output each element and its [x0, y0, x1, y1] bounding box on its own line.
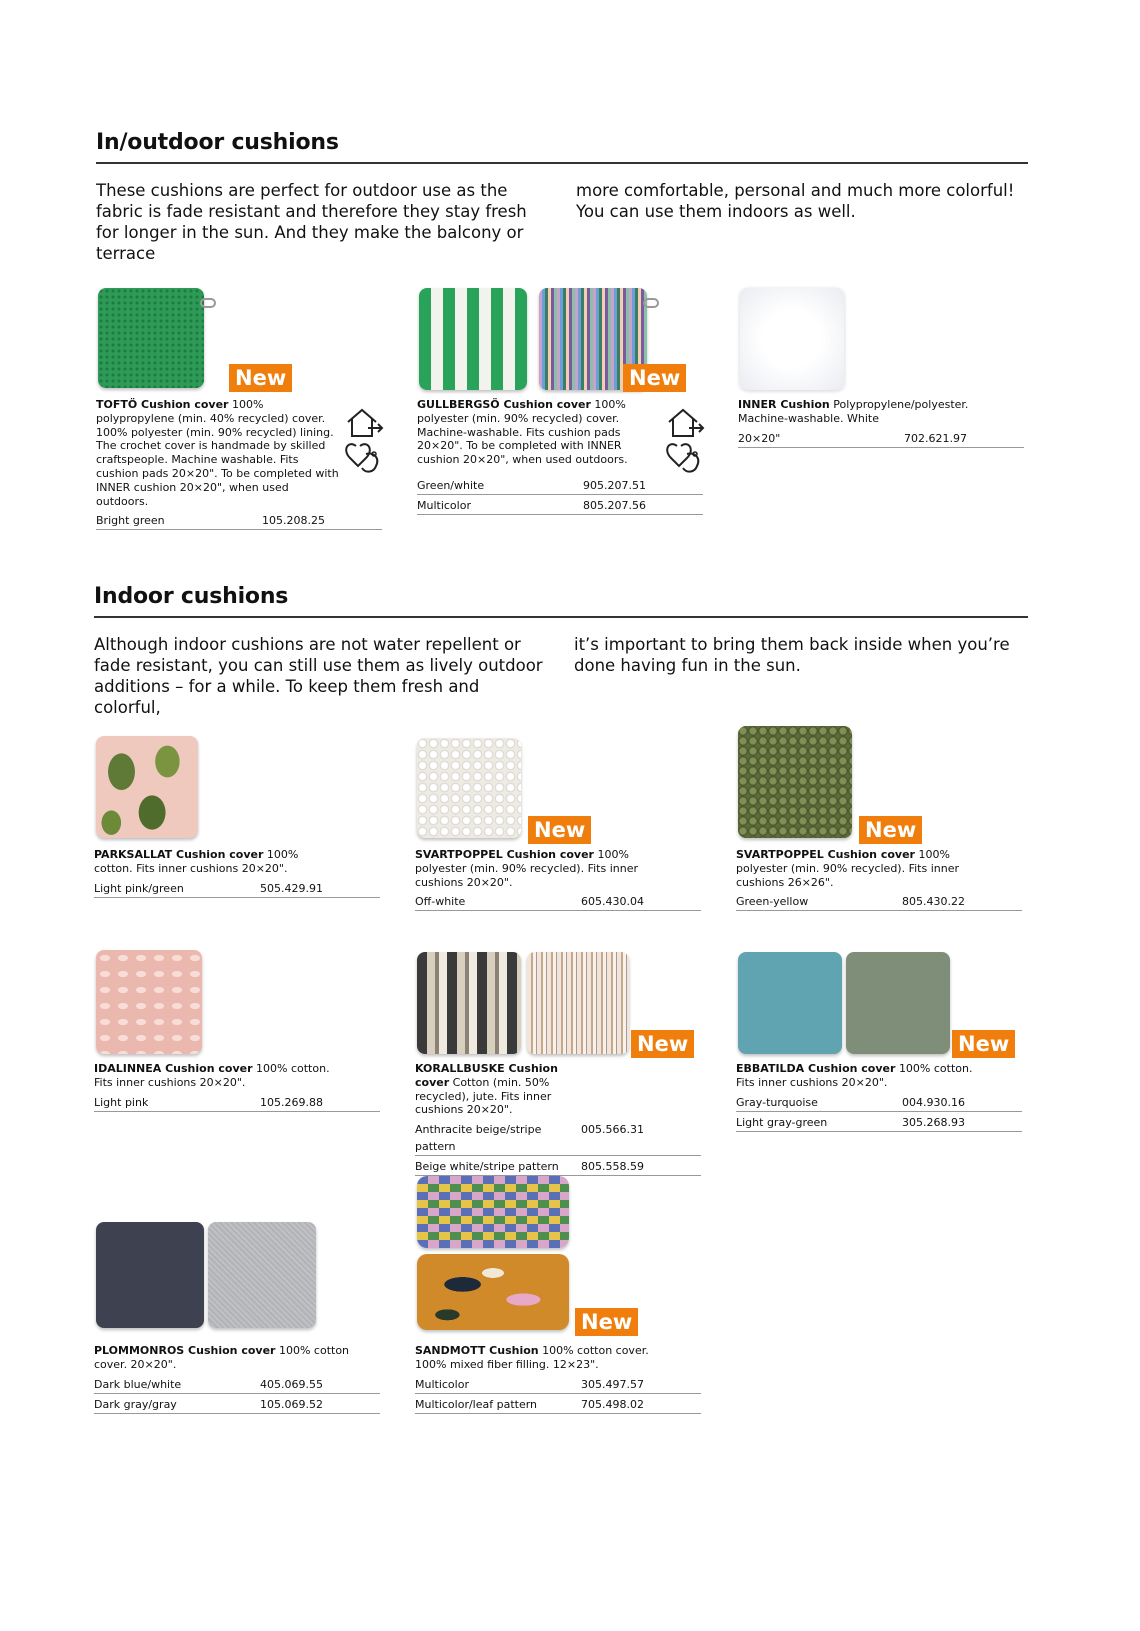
product-name: SVARTPOPPEL Cushion cover: [736, 848, 915, 861]
article-number: 505.429.91: [260, 881, 323, 895]
cushion-image: [98, 288, 204, 388]
cushion-image: [846, 952, 950, 1054]
variant-label: Green-yellow: [736, 895, 809, 909]
variant-row[interactable]: [415, 1376, 701, 1394]
variant-label: Light pink/green: [94, 881, 184, 895]
product-description: [736, 1062, 982, 1090]
article-number: 705.498.02: [581, 1397, 644, 1411]
article-number: 805.558.59: [581, 1160, 644, 1174]
cushion-image: [417, 1254, 569, 1330]
variant-row[interactable]: [415, 893, 701, 911]
product-image: [94, 950, 380, 1058]
variant-row[interactable]: [417, 497, 703, 515]
product-description: [94, 1062, 340, 1090]
product-image: [415, 1174, 701, 1340]
section-title-indoor: Indoor cushions: [94, 584, 289, 609]
intro-text-left: These cushions are perfect for outdoor use as the fabric is fade resistant and therefore they stay fresh for longer in the sun. And they make the balcony or terrace: [96, 181, 527, 263]
variant-label: Gray-turquoise: [736, 1095, 818, 1109]
product-description: [94, 1344, 374, 1372]
article-number: 105.208.25: [262, 514, 325, 528]
article-number: 004.930.16: [902, 1095, 965, 1109]
product-svartpoppel-offwhite[interactable]: [415, 736, 701, 911]
article-number: 805.207.56: [583, 498, 646, 512]
product-name: SANDMOTT Cushion: [415, 1344, 539, 1357]
article-number: 702.621.97: [904, 431, 967, 445]
washable-care-icon: [344, 440, 384, 476]
product-plommonros[interactable]: [94, 1220, 380, 1414]
product-idalinnea[interactable]: [94, 950, 380, 1112]
cushion-image: [96, 1222, 204, 1328]
new-badge: New: [623, 364, 686, 392]
product-image: [96, 288, 382, 394]
outdoor-house-icon: [665, 406, 705, 440]
cushion-image: [527, 952, 629, 1054]
article-number: 305.497.57: [581, 1377, 644, 1391]
product-description: [96, 398, 342, 508]
product-svartpoppel-greenyellow[interactable]: [736, 724, 1022, 911]
product-image: [736, 950, 1022, 1058]
variant-label: Multicolor: [415, 1377, 469, 1391]
variant-label: Dark blue/white: [94, 1377, 182, 1391]
product-image: [94, 736, 380, 844]
variant-row[interactable]: [736, 893, 1022, 911]
product-name: INNER Cushion: [738, 398, 830, 411]
product-details: 100% polyester (min. 90% recycled). Fits inner cushions 26×26".: [736, 848, 960, 889]
variant-row[interactable]: [736, 1094, 1022, 1112]
intro-text-right: it’s important to bring them back inside when you’re done having fun in the sun.: [574, 635, 1010, 675]
new-badge: New: [575, 1308, 638, 1336]
product-korallbuske[interactable]: [415, 950, 701, 1176]
product-description: [736, 848, 996, 889]
product-name: TOFTÖ Cushion cover: [96, 398, 229, 411]
variant-label: 20×20": [738, 431, 781, 445]
product-details: 100% polypropylene (min. 40% recycled) cover. 100% polyester (min. 90% recycled) lining. The crochet cover is handmade by skilled craftspeople. Machine washable. Fits cushion pads 20×20". To be completed with INNER cushion 20×20", when used outdoors.: [96, 398, 339, 508]
article-number: 805.430.22: [902, 895, 965, 909]
intro-text-right: more comfortable, personal and much more colorful! You can use them indoors as well.: [576, 181, 1015, 221]
cushion-image: [208, 1222, 316, 1328]
variant-label: Dark gray/gray: [94, 1397, 177, 1411]
product-parksallat[interactable]: [94, 736, 380, 898]
outdoor-house-icon: [344, 406, 384, 440]
article-number: 005.566.31: [581, 1123, 644, 1137]
variant-row[interactable]: [415, 1121, 701, 1156]
product-details: 100% cotton. Fits inner cushions 20×20".: [736, 1062, 973, 1089]
cushion-image: [740, 288, 844, 390]
product-details: Cotton (min. 50% recycled), jute. Fits inner cushions 20×20".: [415, 1075, 552, 1117]
cushion-image: [96, 736, 198, 838]
product-gullbergso[interactable]: [417, 288, 703, 515]
variant-row[interactable]: [736, 1114, 1022, 1132]
product-image: [738, 288, 1024, 394]
washable-care-icon: [665, 440, 705, 476]
variant-label: Light pink: [94, 1095, 149, 1109]
article-number: 405.069.55: [260, 1377, 323, 1391]
article-number: 905.207.51: [583, 478, 646, 492]
variant-row[interactable]: [94, 1094, 380, 1112]
variant-label: Off-white: [415, 895, 466, 909]
product-name: EBBATILDA Cushion cover: [736, 1062, 896, 1075]
product-image: [415, 950, 701, 1058]
new-badge: New: [859, 816, 922, 844]
cushion-image: [417, 738, 521, 838]
variant-row[interactable]: [94, 880, 380, 898]
cushion-image: [738, 726, 852, 838]
variant-label: Beige white/stripe pattern: [415, 1160, 559, 1174]
cushion-image: [417, 1176, 569, 1248]
variant-row[interactable]: [738, 430, 1024, 448]
article-number: 305.268.93: [902, 1115, 965, 1129]
cushion-image: [738, 952, 842, 1054]
product-name: SVARTPOPPEL Cushion cover: [415, 848, 594, 861]
cushion-image: [96, 950, 202, 1054]
product-description: [415, 1062, 595, 1117]
product-description: [417, 398, 663, 467]
product-image: [736, 724, 1022, 844]
cushion-loop: [200, 298, 216, 308]
variant-row[interactable]: [94, 1376, 380, 1394]
product-description: [738, 398, 984, 426]
product-name: KORALLBUSKE Cushion cover: [415, 1062, 558, 1089]
variant-label: Anthracite beige/stripe pattern: [415, 1123, 542, 1154]
product-description: [415, 1344, 675, 1372]
product-image: [415, 736, 701, 844]
product-name: PARKSALLAT Cushion cover: [94, 848, 264, 861]
cushion-image: [419, 288, 527, 390]
new-badge: New: [528, 816, 591, 844]
section-rule: [94, 616, 1028, 618]
article-number: 105.269.88: [260, 1095, 323, 1109]
variant-label: Bright green: [96, 514, 165, 528]
variant-label: Green/white: [417, 478, 485, 492]
product-image: [417, 288, 703, 394]
product-image: [94, 1220, 380, 1340]
variant-row[interactable]: [417, 477, 703, 495]
product-details: 100% polyester (min. 90% recycled). Fits inner cushions 20×20".: [415, 848, 639, 889]
product-tofto[interactable]: [96, 288, 382, 530]
product-description: [415, 848, 675, 889]
variant-row[interactable]: [415, 1396, 701, 1414]
product-name: IDALINNEA Cushion cover: [94, 1062, 253, 1075]
product-details: 100% cotton cover. 100% mixed fiber filling. 12×23".: [415, 1344, 649, 1371]
product-description: [94, 848, 340, 876]
product-name: GULLBERGSÖ Cushion cover: [417, 398, 591, 411]
product-sandmott[interactable]: [415, 1174, 701, 1414]
new-badge: New: [952, 1030, 1015, 1058]
variant-label: Multicolor: [417, 498, 471, 512]
section-title-outdoor: In/outdoor cushions: [96, 130, 339, 155]
product-details: 100% polyester (min. 90% recycled) cover. Machine-washable. Fits cushion pads 20×20". To be completed with INNER cushion 20×20", when used outdoors.: [417, 398, 628, 467]
variant-row[interactable]: [96, 512, 382, 530]
cushion-loop: [643, 298, 659, 308]
cushion-image: [417, 952, 521, 1054]
variant-label: Light gray-green: [736, 1115, 828, 1129]
product-ebbatilda[interactable]: [736, 950, 1022, 1132]
section-rule: [96, 162, 1028, 164]
variant-label: Multicolor/leaf pattern: [415, 1397, 538, 1411]
new-badge: New: [229, 364, 292, 392]
article-number: 605.430.04: [581, 895, 644, 909]
product-details: Polypropylene/polyester. Machine-washable. White: [738, 398, 969, 425]
product-inner[interactable]: [738, 288, 1024, 448]
product-details: 100% cotton. Fits inner cushions 20×20".: [94, 1062, 330, 1089]
intro-text-left: Although indoor cushions are not water repellent or fade resistant, you can still use them as lively outdoor additions – for a while. To keep them fresh and colorful,: [94, 635, 543, 717]
new-badge: New: [631, 1030, 694, 1058]
product-details: 100% cotton. Fits inner cushions 20×20".: [94, 848, 299, 875]
product-name: PLOMMONROS Cushion cover: [94, 1344, 276, 1357]
product-details: 100% cotton cover. 20×20".: [94, 1344, 350, 1371]
variant-row[interactable]: [94, 1396, 380, 1414]
article-number: 105.069.52: [260, 1397, 323, 1411]
